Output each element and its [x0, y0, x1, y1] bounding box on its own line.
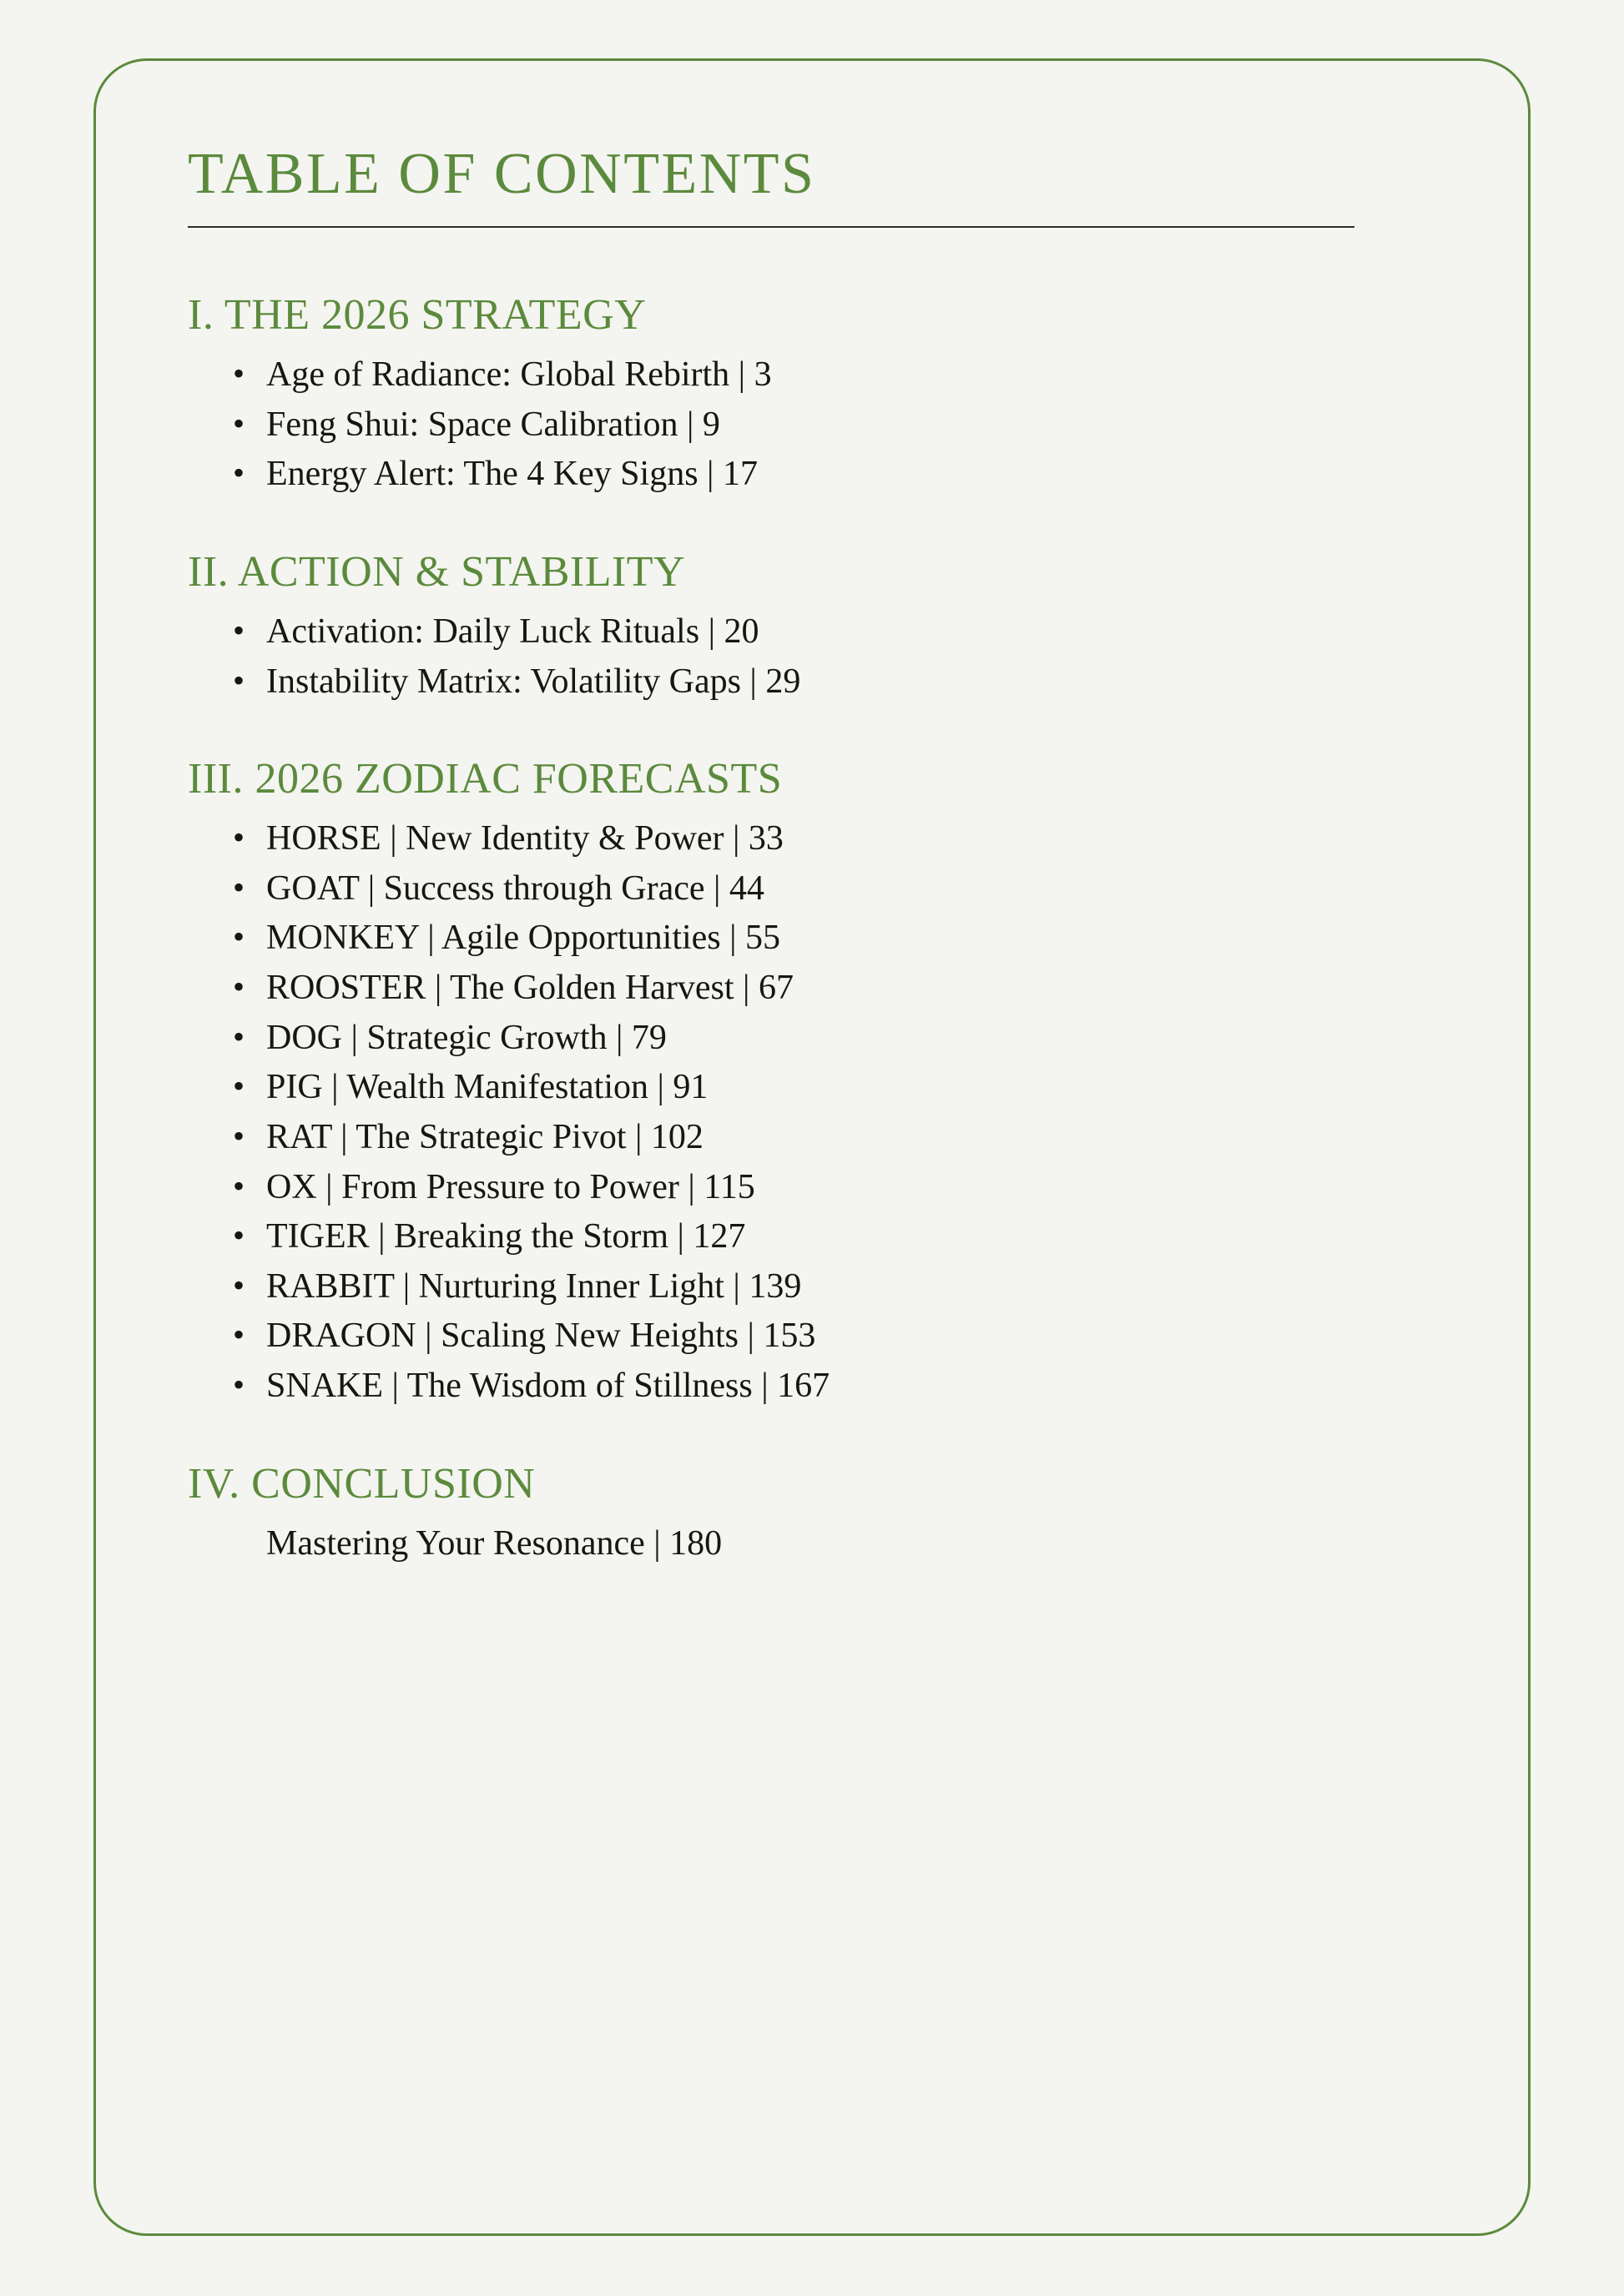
section-heading: I. THE 2026 STRATEGY	[188, 291, 647, 339]
section-heading: IV. CONCLUSION	[188, 1459, 536, 1508]
list-item-label: GOAT | Success through Grace | 44	[266, 869, 764, 908]
list-item[interactable]	[228, 350, 1440, 400]
list-item[interactable]	[228, 1014, 1440, 1064]
bullet-icon: •	[233, 355, 245, 392]
list-item[interactable]	[228, 1362, 1440, 1412]
list-item-label: Age of Radiance: Global Rebirth | 3	[266, 355, 772, 394]
list-item-label: DRAGON | Scaling New Heights | 153	[266, 1317, 816, 1356]
toc-section-3	[188, 752, 1440, 1412]
toc-section-1	[188, 288, 1440, 500]
bullet-icon: •	[233, 454, 245, 492]
bullet-icon: •	[233, 918, 245, 956]
list-item-label: TIGER | Breaking the Storm | 127	[266, 1217, 746, 1256]
section-item-list	[188, 607, 1440, 707]
list-item[interactable]	[228, 1063, 1440, 1113]
bullet-icon: •	[233, 868, 245, 906]
bullet-icon: •	[233, 1067, 245, 1105]
section-item-list	[188, 814, 1440, 1412]
list-item-label: SNAKE | The Wisdom of Stillness | 167	[266, 1367, 830, 1405]
bullet-icon: •	[233, 404, 245, 442]
list-item[interactable]	[228, 400, 1440, 451]
list-item[interactable]	[228, 1163, 1440, 1213]
list-item[interactable]	[228, 1212, 1440, 1262]
list-item-label: HORSE | New Identity & Power | 33	[266, 819, 784, 858]
list-item-label: ROOSTER | The Golden Harvest | 67	[266, 969, 794, 1007]
bullet-icon: •	[233, 818, 245, 857]
bullet-icon: •	[233, 611, 245, 649]
bullet-icon: •	[233, 661, 245, 699]
list-item-label: MONKEY | Agile Opportunities | 55	[266, 919, 781, 958]
list-item[interactable]: Mastering Your Resonance | 180	[266, 1523, 723, 1563]
list-item[interactable]	[228, 814, 1440, 864]
list-item[interactable]	[228, 964, 1440, 1014]
list-item[interactable]	[228, 1312, 1440, 1362]
bullet-icon: •	[233, 1216, 245, 1255]
bullet-icon: •	[233, 1266, 245, 1304]
list-item-label: RAT | The Strategic Pivot | 102	[266, 1117, 704, 1156]
bullet-icon: •	[233, 968, 245, 1005]
list-item-label: PIG | Wealth Manifestation | 91	[266, 1068, 709, 1107]
toc-section-4	[188, 1457, 1440, 1569]
list-item-label: OX | From Pressure to Power | 115	[266, 1167, 755, 1206]
section-heading: III. 2026 ZODIAC FORECASTS	[188, 755, 783, 803]
section-heading: II. ACTION & STABILITY	[188, 547, 686, 596]
bullet-icon: •	[233, 1017, 245, 1055]
list-item[interactable]	[228, 607, 1440, 657]
page-title: TABLE OF CONTENTS	[188, 142, 816, 206]
bullet-icon: •	[233, 1366, 245, 1403]
bullet-icon: •	[233, 1316, 245, 1354]
toc-content	[188, 142, 1440, 1568]
list-item[interactable]	[228, 864, 1440, 914]
list-item[interactable]	[228, 1262, 1440, 1312]
list-item[interactable]	[228, 450, 1440, 500]
list-item[interactable]	[228, 914, 1440, 964]
list-item-label: Energy Alert: The 4 Key Signs | 17	[266, 455, 758, 494]
list-item-label: RABBIT | Nurturing Inner Light | 139	[266, 1266, 802, 1306]
bullet-icon: •	[233, 1166, 245, 1205]
list-item[interactable]	[228, 1113, 1440, 1163]
bullet-icon: •	[233, 1116, 245, 1155]
section-item-list	[188, 350, 1440, 500]
list-item-label: Activation: Daily Luck Rituals | 20	[266, 612, 759, 651]
list-item-label: Instability Matrix: Volatility Gaps | 29	[266, 662, 801, 701]
title-divider	[188, 226, 1354, 228]
list-item-label: Feng Shui: Space Calibration | 9	[266, 405, 720, 444]
list-item-label: DOG | Strategic Growth | 79	[266, 1018, 667, 1057]
toc-section-2	[188, 545, 1440, 707]
list-item[interactable]	[228, 657, 1440, 707]
